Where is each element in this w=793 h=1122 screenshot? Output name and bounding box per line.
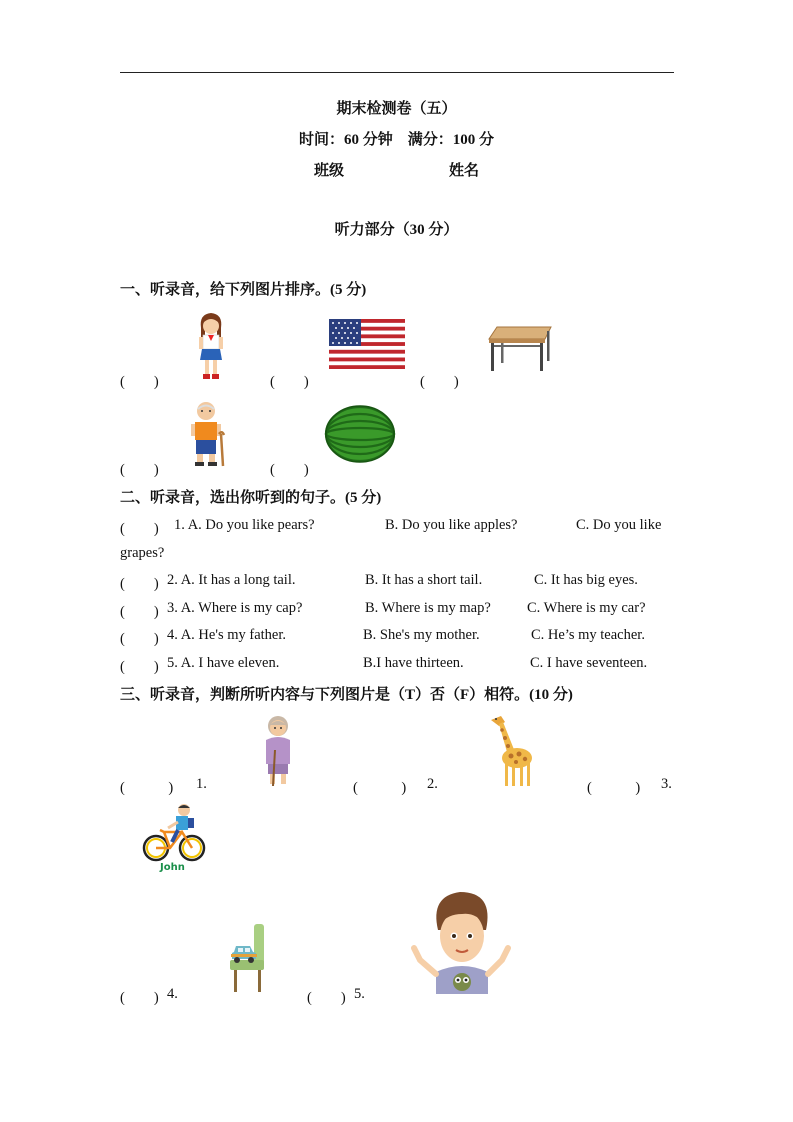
- part2-heading: 二、听录音，选出你听到的句子。(5 分): [120, 490, 382, 506]
- listening-title: 听力部分（30 分）: [334, 222, 459, 238]
- grandma-picture: [262, 714, 294, 788]
- q3-option-a: 3. A. Where is my cap?: [167, 600, 303, 616]
- part1-paren-5[interactable]: ( ): [270, 462, 309, 478]
- watermelon-picture: [324, 404, 396, 464]
- q2-option-b: B. It has a short tail.: [365, 572, 483, 588]
- q4-option-b: B. She's my mother.: [363, 627, 480, 643]
- part3-paren-5[interactable]: ( ): [307, 990, 346, 1006]
- part3-paren-2-num: 2.: [427, 776, 438, 792]
- q1-option-a: 1. A. Do you like pears?: [174, 517, 315, 533]
- q2-option-c: C. It has big eyes.: [534, 572, 638, 588]
- q5-paren[interactable]: ( ): [120, 659, 159, 675]
- bicycle-name-label: John: [160, 862, 185, 873]
- boy-shrugging-picture: [410, 890, 512, 994]
- q4-option-a: 4. A. He's my father.: [167, 627, 286, 643]
- q3-option-c: C. Where is my car?: [527, 600, 646, 616]
- part3-paren-3[interactable]: ( ): [587, 780, 641, 796]
- q3-paren[interactable]: ( ): [120, 604, 159, 620]
- chair-with-car-picture: [226, 922, 266, 994]
- part3-num-1: 1.: [196, 776, 207, 792]
- part3-num-5: 5.: [354, 986, 365, 1002]
- part1-paren-1[interactable]: ( ): [120, 374, 159, 390]
- part3-num-3: 3.: [661, 776, 672, 792]
- top-rule: [120, 72, 674, 73]
- part3-heading: 三、听录音，判断所听内容与下列图片是（T）否（F）相符。(10 分): [120, 687, 573, 703]
- name-label: 姓名: [449, 163, 480, 179]
- part1-paren-2[interactable]: ( ): [270, 374, 309, 390]
- q5-option-b: B.I have thirteen.: [363, 655, 464, 671]
- q3-option-b: B. Where is my map?: [365, 600, 491, 616]
- q5-option-a: 5. A. I have eleven.: [167, 655, 280, 671]
- giraffe-picture: [487, 712, 535, 788]
- part1-paren-4[interactable]: ( ): [120, 462, 159, 478]
- american-flag-picture: [329, 319, 405, 369]
- q2-paren[interactable]: ( ): [120, 576, 159, 592]
- q4-option-c: C. He’s my teacher.: [531, 627, 645, 643]
- class-label: 班级: [314, 163, 345, 179]
- part3-paren-1[interactable]: ( ): [120, 780, 174, 796]
- q1-option-c-continued: grapes?: [120, 545, 165, 561]
- page-title: 期末检测卷（五）: [336, 101, 457, 117]
- part1-paren-3[interactable]: ( ): [420, 374, 459, 390]
- part3-num-4: 4.: [167, 986, 178, 1002]
- desk-picture: [487, 323, 553, 373]
- part1-heading: 一、听录音，给下列图片排序。(5 分): [120, 282, 367, 298]
- part3-paren-4[interactable]: ( ): [120, 990, 159, 1006]
- time-info: 时间：60 分钟 满分：100 分: [298, 132, 494, 148]
- girl-picture: [195, 310, 227, 382]
- q1-paren[interactable]: ( ): [120, 521, 159, 537]
- q2-option-a: 2. A. It has a long tail.: [167, 572, 296, 588]
- q1-option-b: B. Do you like apples?: [385, 517, 518, 533]
- part3-paren-2[interactable]: ( ): [353, 780, 407, 796]
- q5-option-c: C. I have seventeen.: [530, 655, 648, 671]
- q1-option-c: C. Do you like: [576, 517, 662, 533]
- q4-paren[interactable]: ( ): [120, 631, 159, 647]
- grandpa-picture: [190, 400, 230, 468]
